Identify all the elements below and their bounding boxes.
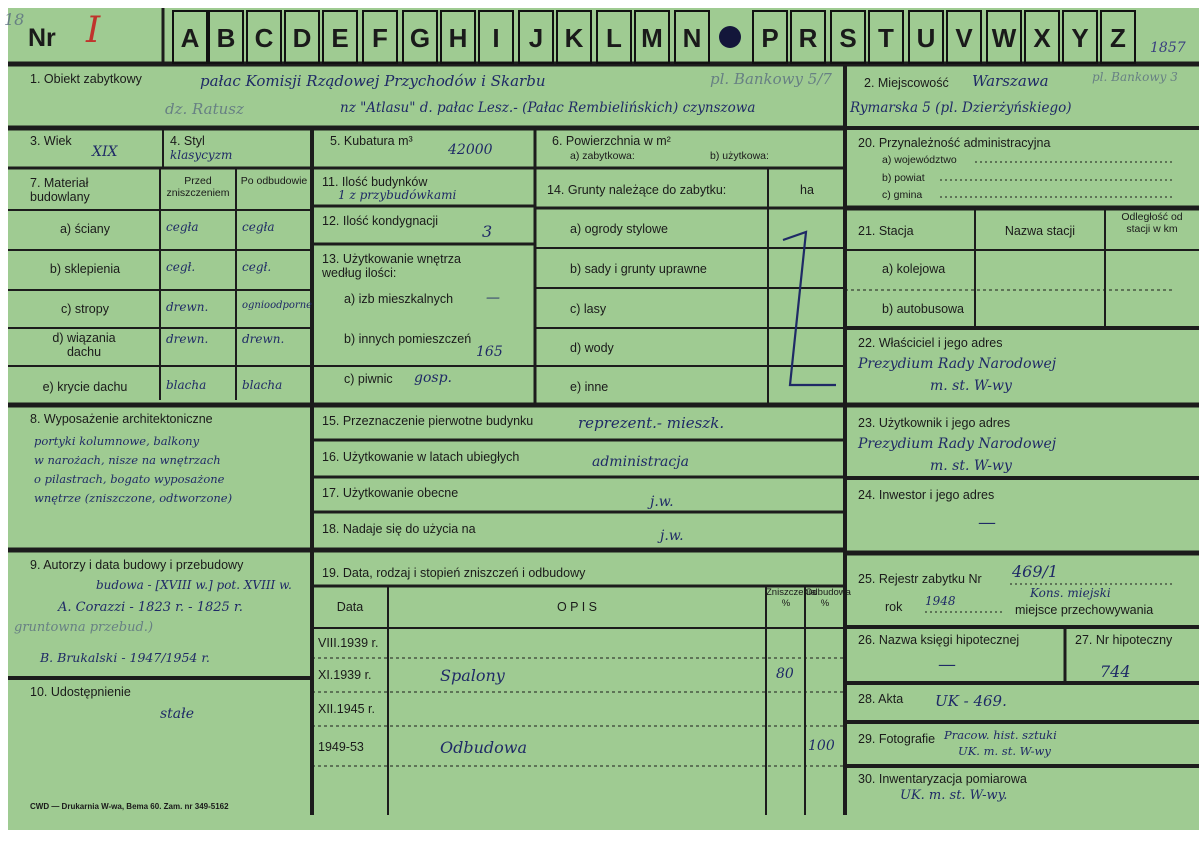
field-2-value-1: Warszawa bbox=[972, 72, 1049, 90]
letter-l: L bbox=[596, 10, 632, 64]
field-14-unit: ha bbox=[800, 183, 814, 197]
nr-label: Nr bbox=[28, 24, 56, 52]
field-29-value-1: Pracow. hist. sztuki bbox=[944, 728, 1057, 742]
field-4-label: 4. Styl bbox=[170, 134, 205, 148]
letter-c: C bbox=[246, 10, 282, 64]
field-14-label: 14. Grunty należące do zabytku: bbox=[547, 183, 727, 197]
letter-g: G bbox=[402, 10, 438, 64]
field-13-b-value: 165 bbox=[476, 344, 503, 360]
field-5-value: 42000 bbox=[448, 142, 493, 158]
field-8-line: wnętrze (zniszczone, odtworzone) bbox=[34, 491, 233, 505]
corner-number-right: 1857 bbox=[1150, 40, 1186, 56]
field-7-row-before: cegła bbox=[166, 220, 199, 234]
corner-number-left: 18 bbox=[4, 10, 25, 29]
field-27-value: 744 bbox=[1100, 662, 1131, 681]
field-30-label: 30. Inwentaryzacja pomiarowa bbox=[858, 772, 1027, 786]
field-25-place-label: miejsce przechowywania bbox=[1015, 603, 1154, 617]
field-28-value: UK - 469. bbox=[935, 692, 1007, 710]
field-28-label: 28. Akta bbox=[858, 692, 904, 706]
field-19-row-date: XII.1945 r. bbox=[318, 702, 375, 716]
field-7-label: 7. Materiał budowlany bbox=[30, 176, 90, 204]
letter-s: S bbox=[830, 10, 866, 64]
field-7-row-label: a) ściany bbox=[59, 222, 111, 236]
field-14-row-label: c) lasy bbox=[570, 302, 607, 316]
field-22-label: 22. Właściciel i jego adres bbox=[858, 336, 1003, 350]
field-8-line: w narożach, nisze na wnętrzach bbox=[34, 453, 221, 467]
field-7-row-before: drewn. bbox=[166, 300, 209, 314]
field-10-label: 10. Udostępnienie bbox=[30, 685, 131, 699]
letter-r: R bbox=[790, 10, 826, 64]
field-1-value-1: pałac Komisji Rządowej Przychodów i Skarbu bbox=[200, 72, 546, 90]
field-29-label: 29. Fotografie bbox=[858, 732, 936, 746]
field-23-label: 23. Użytkownik i jego adres bbox=[858, 416, 1011, 430]
field-3-label: 3. Wiek bbox=[30, 134, 72, 148]
field-9-label: 9. Autorzy i data budowy i przebudowy bbox=[30, 558, 244, 572]
letter-t: T bbox=[868, 10, 904, 64]
field-8-line: portyki kolumnowe, balkony bbox=[34, 434, 200, 448]
letter-j: J bbox=[518, 10, 554, 64]
field-7-col-after: Po odbudowie bbox=[240, 175, 308, 187]
field-7-row-after: ognioodporne bbox=[242, 300, 313, 311]
field-1-label: 1. Obiekt zabytkowy bbox=[30, 72, 142, 86]
field-21-b: b) autobusowa bbox=[882, 302, 965, 316]
field-19-col-opis: O P I S bbox=[556, 600, 598, 614]
field-1-value-3: dz. Ratusz bbox=[165, 100, 244, 118]
field-9-line-3: gruntowna przebud.) bbox=[14, 620, 154, 635]
field-17-value: j.w. bbox=[650, 494, 674, 510]
field-23-value-2: m. st. W-wy bbox=[930, 458, 1012, 474]
field-7-row-label: b) sklepienia bbox=[49, 262, 121, 276]
field-4-value: klasycyzm bbox=[170, 148, 233, 162]
field-22-value-2: m. st. W-wy bbox=[930, 378, 1012, 394]
letter-h: H bbox=[440, 10, 476, 64]
field-19-row-desc: Odbudowa bbox=[440, 738, 528, 757]
letter-n: N bbox=[674, 10, 710, 64]
field-13-c: c) piwnic bbox=[344, 372, 393, 386]
field-14-row-label: e) inne bbox=[570, 380, 609, 394]
letter-z: Z bbox=[1100, 10, 1136, 64]
field-2-value-2: pl. Bankowy 3 bbox=[1092, 70, 1178, 84]
field-7-row-after: cegła bbox=[242, 220, 275, 234]
field-9-line-4: B. Brukalski - 1947/1954 r. bbox=[40, 650, 210, 665]
field-14-row-label: b) sady i grunty uprawne bbox=[570, 262, 707, 276]
field-11-value: 1 z przybudówkami bbox=[338, 188, 457, 202]
field-2-label: 2. Miejscowość bbox=[864, 76, 949, 90]
field-2-value-3: Rymarska 5 (pl. Dzierżyńskiego) bbox=[850, 100, 1072, 116]
field-7-row-label: e) krycie dachu bbox=[42, 380, 128, 394]
field-21-a: a) kolejowa bbox=[882, 262, 946, 276]
field-13-c-value: gosp. bbox=[414, 370, 452, 386]
field-21-col-dist: Odległość od stacji w km bbox=[1121, 211, 1183, 235]
field-5-label: 5. Kubatura m³ bbox=[330, 134, 413, 148]
field-30-value: UK. m. st. W-wy. bbox=[900, 788, 1008, 803]
field-25-label: 25. Rejestr zabytku Nr bbox=[858, 572, 982, 586]
field-27-label: 27. Nr hipoteczny bbox=[1075, 633, 1173, 647]
nr-value: I bbox=[86, 10, 101, 51]
printer-note: CWD — Drukarnia W-wa, Bema 60. Zam. nr 349-5162 bbox=[30, 802, 229, 811]
field-12-label: 12. Ilość kondygnacji bbox=[322, 214, 439, 228]
field-25-value: 469/1 bbox=[1012, 562, 1059, 581]
letter-f: F bbox=[362, 10, 398, 64]
field-19-row-rebuild: 100 bbox=[808, 738, 835, 754]
field-16-value: administracja bbox=[592, 454, 689, 470]
letter-m: M bbox=[634, 10, 670, 64]
field-7-row-after: blacha bbox=[242, 378, 283, 392]
field-25-year-label: rok bbox=[885, 600, 903, 614]
field-16-label: 16. Użytkowanie w latach ubiegłych bbox=[322, 450, 520, 464]
field-19-col-date: Data bbox=[336, 600, 364, 614]
field-19-row-date: VIII.1939 r. bbox=[318, 636, 379, 650]
field-1-value-4: nz "Atlasu" d. pałac Lesz.- (Pałac Rembielińskich) czynszowa bbox=[340, 100, 756, 116]
field-9-line-1: budowa - [XVIII w.] pot. XVIII w. bbox=[96, 578, 292, 592]
field-9-line-2: A. Corazzi - 1823 r. - 1825 r. bbox=[58, 600, 243, 615]
field-7-row-after: drewn. bbox=[242, 332, 285, 346]
field-15-value: reprezent.- mieszk. bbox=[578, 414, 725, 432]
letter-k: K bbox=[556, 10, 592, 64]
letter-p: P bbox=[752, 10, 788, 64]
field-17-label: 17. Użytkowanie obecne bbox=[322, 486, 459, 500]
field-11-label: 11. Ilość budynków bbox=[322, 175, 428, 189]
field-1-value-2: pl. Bankowy 5/7 bbox=[710, 70, 832, 88]
field-20-label: 20. Przynależność administracyjna bbox=[858, 136, 1051, 150]
letter-a: A bbox=[172, 10, 208, 64]
letter-i: I bbox=[478, 10, 514, 64]
field-26-value: — bbox=[938, 654, 956, 675]
field-3-value: XIX bbox=[92, 144, 118, 160]
field-7-row-before: blacha bbox=[166, 378, 207, 392]
letter-e: E bbox=[322, 10, 358, 64]
field-6-label: 6. Powierzchnia w m² bbox=[552, 134, 671, 148]
letter-x: X bbox=[1024, 10, 1060, 64]
field-19-row-date: XI.1939 r. bbox=[318, 668, 372, 682]
field-21-label: 21. Stacja bbox=[858, 224, 914, 238]
field-23-value-1: Prezydium Rady Narodowej bbox=[858, 436, 1057, 452]
field-25-year: 1948 bbox=[925, 594, 956, 608]
field-19-row-damage: 80 bbox=[776, 666, 794, 682]
field-22-value-1: Prezydium Rady Narodowej bbox=[858, 356, 1057, 372]
letter-d: D bbox=[284, 10, 320, 64]
field-7-row-before: drewn. bbox=[166, 332, 209, 346]
field-13-label: 13. Użytkowanie wnętrza według ilości: bbox=[322, 252, 461, 280]
field-18-value: j.w. bbox=[660, 528, 684, 544]
letter-v: V bbox=[946, 10, 982, 64]
field-14-row-label: d) wody bbox=[570, 341, 614, 355]
field-7-row-label: d) wiązania dachu bbox=[52, 331, 116, 359]
field-24-value: — bbox=[978, 512, 996, 533]
field-7-row-label: c) stropy bbox=[61, 302, 109, 316]
field-7-row-before: cegł. bbox=[166, 260, 196, 274]
field-21-col-name: Nazwa stacji bbox=[1004, 224, 1076, 238]
field-18-label: 18. Nadaje się do użycia na bbox=[322, 522, 476, 536]
field-20-a: a) województwo bbox=[882, 154, 957, 166]
letter-b: B bbox=[208, 10, 244, 64]
field-19-row-date: 1949-53 bbox=[318, 740, 364, 754]
field-19-col-rebuild: Odbudowa % bbox=[805, 587, 851, 609]
field-26-label: 26. Nazwa księgi hipotecznej bbox=[858, 633, 1020, 647]
field-7-col-before: Przed zniszczeniem bbox=[166, 175, 230, 199]
field-6-a: a) zabytkowa: bbox=[570, 150, 635, 162]
field-7-row-after: cegł. bbox=[242, 260, 272, 274]
field-19-label: 19. Data, rodzaj i stopień zniszczeń i odbudowy bbox=[322, 566, 586, 580]
field-12-value: 3 bbox=[482, 222, 493, 241]
field-10-value: stałe bbox=[160, 706, 194, 722]
field-6-b: b) użytkowa: bbox=[710, 150, 769, 162]
field-14-row-label: a) ogrody stylowe bbox=[570, 222, 668, 236]
field-24-label: 24. Inwestor i jego adres bbox=[858, 488, 995, 502]
field-8-line: o pilastrach, bogato wyposażone bbox=[34, 472, 225, 486]
field-15-label: 15. Przeznaczenie pierwotne budynku bbox=[322, 414, 534, 428]
field-13-a: a) izb mieszkalnych bbox=[344, 292, 454, 306]
letter-u: U bbox=[908, 10, 944, 64]
field-19-col-damage: Zniszczenia % bbox=[766, 587, 817, 609]
field-13-a-value: — bbox=[486, 290, 500, 306]
letter-w: W bbox=[986, 10, 1022, 64]
field-29-value-2: UK. m. st. W-wy bbox=[958, 744, 1051, 758]
field-13-b: b) innych pomieszczeń bbox=[344, 332, 472, 346]
field-20-c: c) gmina bbox=[882, 189, 923, 201]
field-8-label: 8. Wyposażenie architektoniczne bbox=[30, 412, 213, 426]
letter-y: Y bbox=[1062, 10, 1098, 64]
field-25-place: Kons. miejski bbox=[1030, 586, 1111, 600]
field-19-row-desc: Spalony bbox=[440, 666, 505, 685]
field-20-b: b) powiat bbox=[882, 172, 925, 184]
letter-o-dot bbox=[719, 26, 741, 48]
